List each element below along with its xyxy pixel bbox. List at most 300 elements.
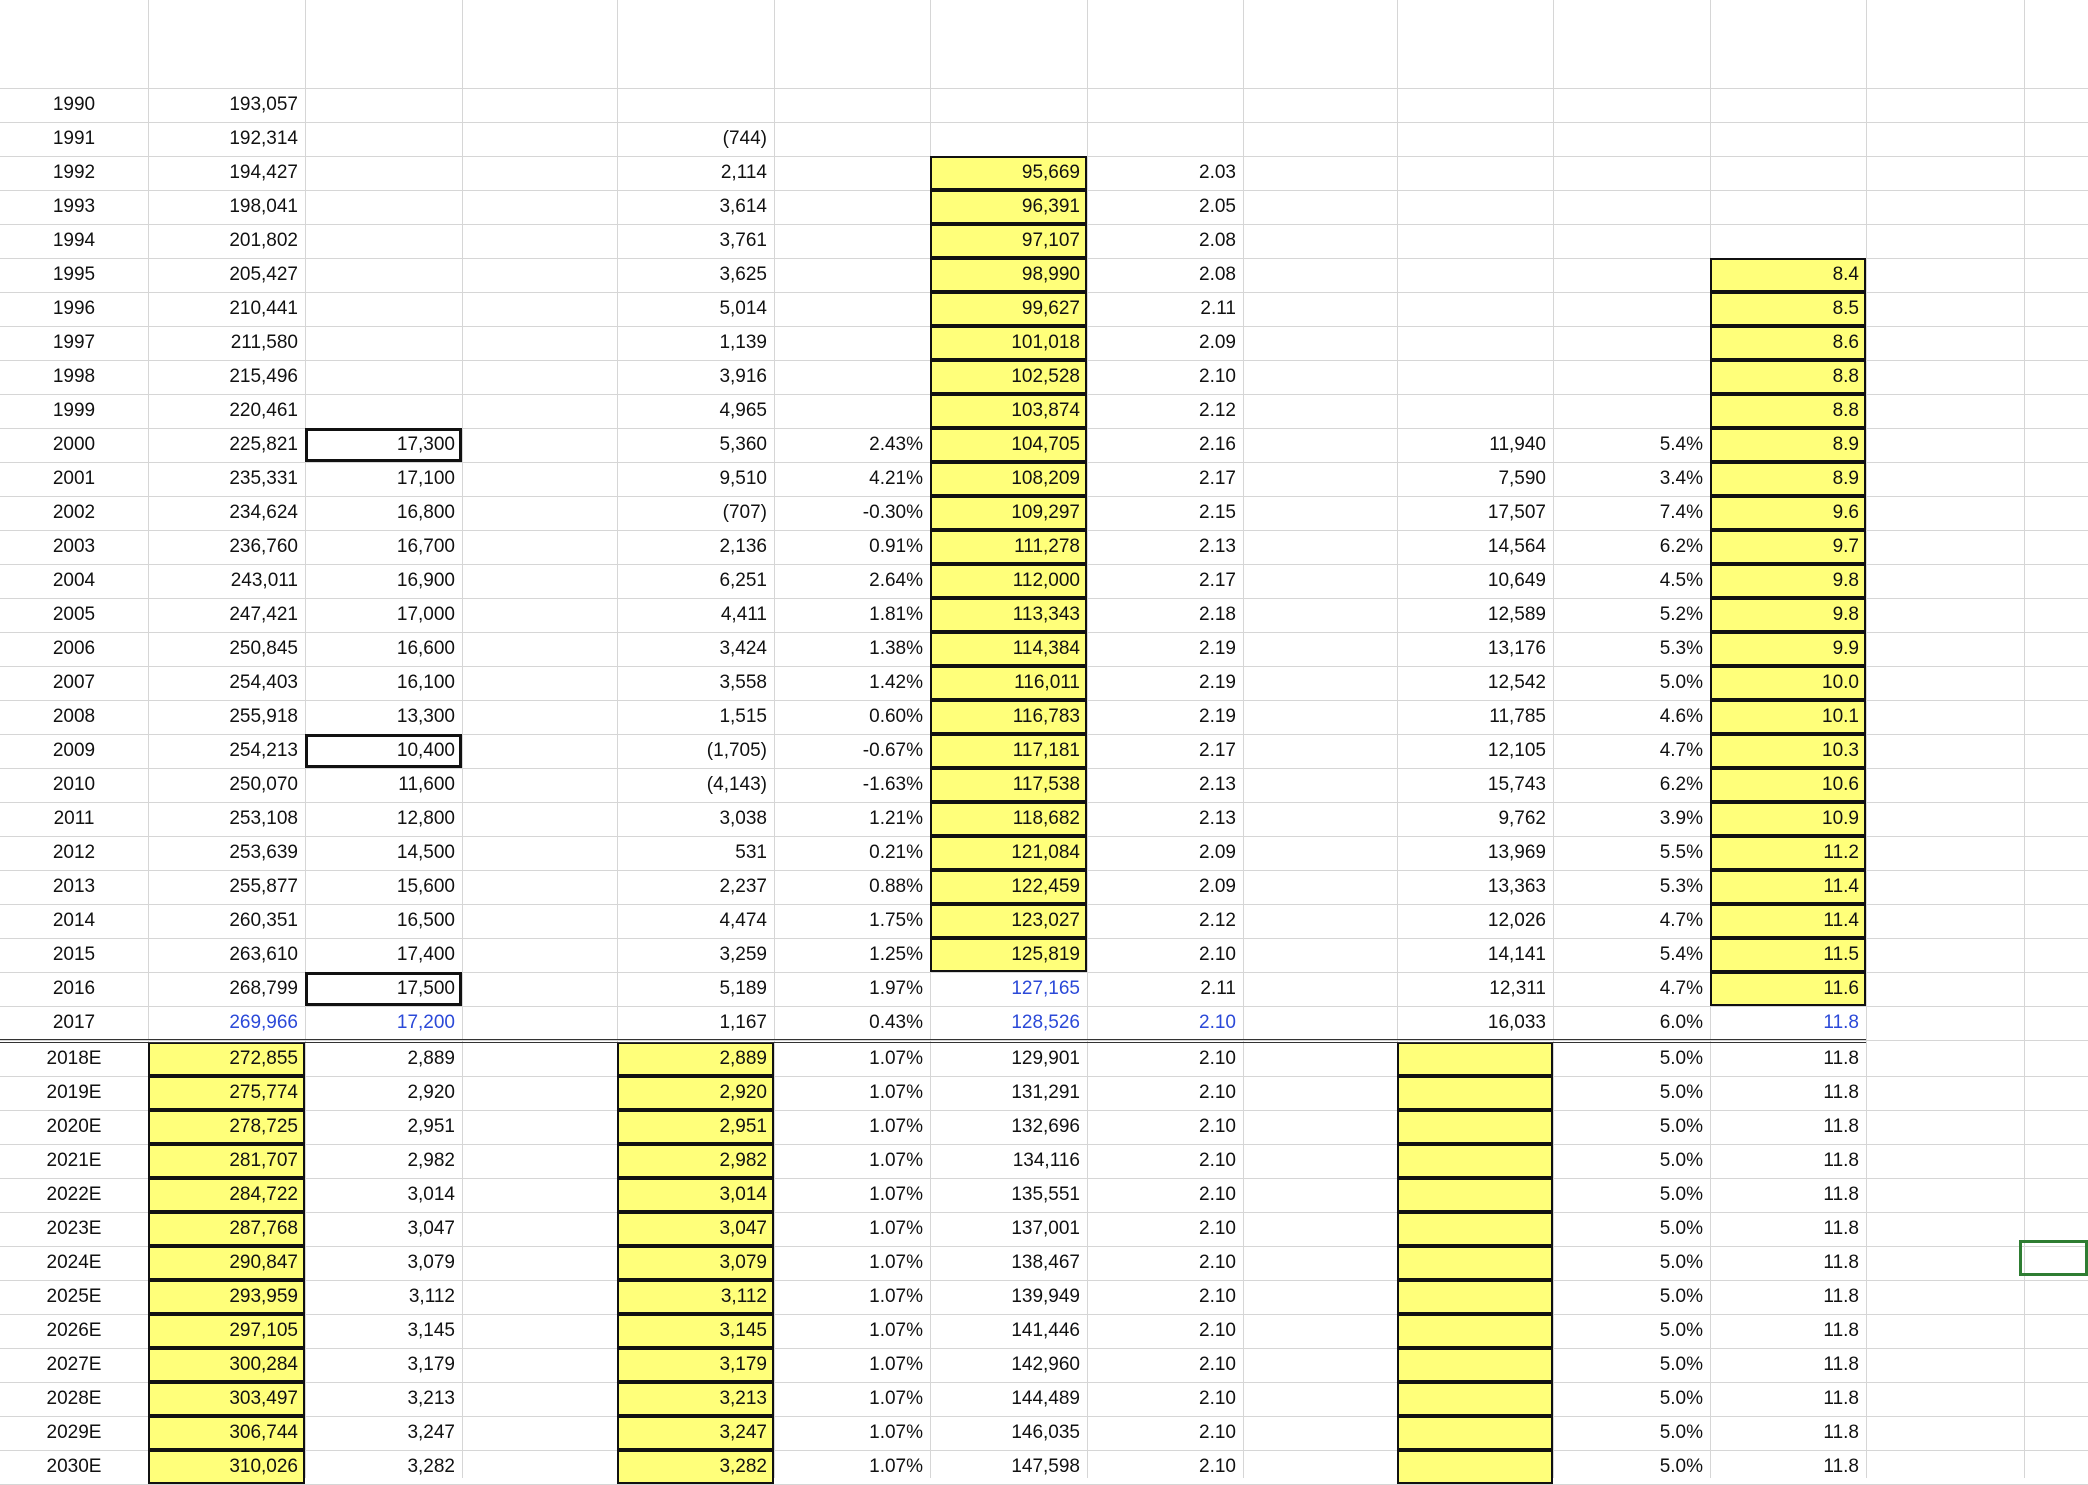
cell-avg-age[interactable]: 8.9: [1710, 462, 1866, 496]
cell-pct-change[interactable]: 0.88%: [869, 876, 923, 897]
cell-expansion-sales[interactable]: 5,360: [719, 434, 767, 455]
cell-autos-per-household[interactable]: 2.10: [1199, 1388, 1236, 1409]
cell-autos-per-household[interactable]: 2.10: [1199, 1082, 1236, 1103]
cell-registered[interactable]: 275,774: [148, 1076, 305, 1110]
cell-expansion-sales[interactable]: 3,247: [617, 1416, 774, 1450]
cell-replacement-sales[interactable]: 12,589: [1487, 604, 1546, 625]
cell-total-sales[interactable]: 15,600: [396, 876, 455, 897]
cell-avg-age[interactable]: 9.9: [1710, 632, 1866, 666]
cell-pct-replaced[interactable]: 5.0%: [1659, 1048, 1703, 1069]
cell-households[interactable]: 121,084: [930, 836, 1087, 870]
cell-replacement-sales[interactable]: [1397, 1246, 1553, 1280]
cell-registered[interactable]: 220,461: [229, 400, 298, 421]
cell-registered[interactable]: 255,877: [229, 876, 298, 897]
cell-year[interactable]: 2012: [52, 842, 96, 863]
cell-replacement-sales[interactable]: 15,743: [1487, 774, 1546, 795]
cell-expansion-sales[interactable]: 3,213: [617, 1382, 774, 1416]
cell-year[interactable]: 1998: [52, 366, 96, 387]
cell-pct-change[interactable]: 1.07%: [869, 1388, 923, 1409]
cell-avg-age[interactable]: 10.0: [1710, 666, 1866, 700]
cell-autos-per-household[interactable]: 2.11: [1200, 978, 1236, 999]
cell-households[interactable]: 127,165: [1011, 978, 1080, 999]
cell-pct-change[interactable]: 0.60%: [869, 706, 923, 727]
cell-autos-per-household[interactable]: 2.10: [1199, 1252, 1236, 1273]
cell-autos-per-household[interactable]: 2.19: [1199, 672, 1236, 693]
cell-pct-change[interactable]: 1.97%: [869, 978, 923, 999]
cell-households[interactable]: 139,949: [1011, 1286, 1080, 1307]
cell-registered[interactable]: 303,497: [148, 1382, 305, 1416]
cell-expansion-sales[interactable]: 2,889: [617, 1042, 774, 1076]
cell-expansion-sales[interactable]: 3,625: [719, 264, 767, 285]
cell-autos-per-household[interactable]: 2.17: [1199, 468, 1236, 489]
cell-households[interactable]: 129,901: [1011, 1048, 1080, 1069]
cell-households[interactable]: 142,960: [1011, 1354, 1080, 1375]
cell-expansion-sales[interactable]: 3,259: [719, 944, 767, 965]
cell-autos-per-household[interactable]: 2.10: [1199, 1218, 1236, 1239]
cell-registered[interactable]: 269,966: [229, 1012, 298, 1033]
cell-pct-replaced[interactable]: 5.2%: [1659, 604, 1703, 625]
cell-autos-per-household[interactable]: 2.17: [1199, 740, 1236, 761]
cell-autos-per-household[interactable]: 2.10: [1199, 1150, 1236, 1171]
cell-pct-replaced[interactable]: 5.0%: [1659, 1184, 1703, 1205]
cell-households[interactable]: 135,551: [1011, 1184, 1080, 1205]
cell-avg-age[interactable]: 11.5: [1710, 938, 1866, 972]
cell-households[interactable]: 144,489: [1011, 1388, 1080, 1409]
cell-year[interactable]: 1996: [52, 298, 96, 319]
cell-replacement-sales[interactable]: 12,542: [1487, 672, 1546, 693]
cell-households[interactable]: 104,705: [930, 428, 1087, 462]
cell-registered[interactable]: 243,011: [230, 570, 298, 591]
cell-pct-change[interactable]: 1.75%: [869, 910, 923, 931]
cell-autos-per-household[interactable]: 2.05: [1199, 196, 1236, 217]
cell-year[interactable]: 2014: [52, 910, 96, 931]
cell-pct-change[interactable]: 1.07%: [869, 1082, 923, 1103]
cell-autos-per-household[interactable]: 2.19: [1199, 638, 1236, 659]
cell-households[interactable]: 116,011: [930, 666, 1087, 700]
cell-households[interactable]: 118,682: [930, 802, 1087, 836]
cell-expansion-sales[interactable]: 6,251: [719, 570, 767, 591]
cell-registered[interactable]: 250,845: [229, 638, 298, 659]
cell-year[interactable]: 1997: [52, 332, 96, 353]
cell-autos-per-household[interactable]: 2.10: [1199, 1320, 1236, 1341]
cell-registered[interactable]: 287,768: [148, 1212, 305, 1246]
cell-autos-per-household[interactable]: 2.13: [1199, 774, 1236, 795]
cell-pct-replaced[interactable]: 5.5%: [1659, 842, 1703, 863]
cell-pct-change[interactable]: 1.25%: [869, 944, 923, 965]
cell-total-sales[interactable]: 3,079: [407, 1252, 455, 1273]
cell-expansion-sales[interactable]: 3,761: [719, 230, 767, 251]
cell-total-sales[interactable]: 16,900: [396, 570, 455, 591]
cell-expansion-sales[interactable]: 5,189: [719, 978, 767, 999]
cell-pct-replaced[interactable]: 4.6%: [1659, 706, 1703, 727]
cell-expansion-sales[interactable]: 2,920: [617, 1076, 774, 1110]
cell-expansion-sales[interactable]: 9,510: [719, 468, 767, 489]
cell-pct-replaced[interactable]: 3.9%: [1659, 808, 1703, 829]
cell-registered[interactable]: 306,744: [148, 1416, 305, 1450]
cell-year[interactable]: 1992: [52, 162, 96, 183]
cell-autos-per-household[interactable]: 2.19: [1199, 706, 1236, 727]
cell-year[interactable]: 2028E: [46, 1388, 102, 1409]
cell-autos-per-household[interactable]: 2.12: [1199, 400, 1236, 421]
cell-replacement-sales[interactable]: [1397, 1042, 1553, 1076]
cell-expansion-sales[interactable]: 2,982: [617, 1144, 774, 1178]
cell-avg-age[interactable]: 9.8: [1710, 598, 1866, 632]
cell-avg-age[interactable]: 11.4: [1710, 904, 1866, 938]
cell-year[interactable]: 2020E: [46, 1116, 102, 1137]
cell-replacement-sales[interactable]: 12,311: [1489, 978, 1546, 999]
cell-registered[interactable]: 201,802: [229, 230, 298, 251]
cell-households[interactable]: 134,116: [1012, 1150, 1080, 1171]
cell-year[interactable]: 2003: [52, 536, 96, 557]
cell-year[interactable]: 2006: [52, 638, 96, 659]
cell-replacement-sales[interactable]: 13,969: [1487, 842, 1546, 863]
cell-replacement-sales[interactable]: [1397, 1382, 1553, 1416]
cell-avg-age[interactable]: 9.6: [1710, 496, 1866, 530]
cell-avg-age[interactable]: 11.8: [1823, 1286, 1859, 1307]
cell-replacement-sales[interactable]: 7,590: [1498, 468, 1546, 489]
cell-registered[interactable]: 278,725: [148, 1110, 305, 1144]
cell-registered[interactable]: 215,496: [229, 366, 298, 387]
cell-avg-age[interactable]: 11.8: [1823, 1388, 1859, 1409]
cell-pct-replaced[interactable]: 5.0%: [1659, 1320, 1703, 1341]
cell-pct-change[interactable]: 1.07%: [869, 1286, 923, 1307]
cell-replacement-sales[interactable]: [1397, 1314, 1553, 1348]
cell-year[interactable]: 2030E: [46, 1456, 102, 1477]
cell-year[interactable]: 2009: [52, 740, 96, 761]
cell-replacement-sales[interactable]: 12,026: [1487, 910, 1546, 931]
cell-total-sales[interactable]: 2,889: [407, 1048, 455, 1069]
cell-pct-replaced[interactable]: 5.0%: [1659, 1150, 1703, 1171]
cell-year[interactable]: 1994: [52, 230, 96, 251]
cell-pct-change[interactable]: 0.43%: [869, 1012, 923, 1033]
cell-total-sales[interactable]: 17,100: [396, 468, 455, 489]
cell-year[interactable]: 1990: [52, 94, 96, 115]
cell-avg-age[interactable]: 11.8: [1823, 1082, 1859, 1103]
cell-pct-replaced[interactable]: 5.3%: [1659, 876, 1703, 897]
cell-pct-change[interactable]: 1.07%: [869, 1184, 923, 1205]
cell-pct-replaced[interactable]: 4.7%: [1659, 740, 1703, 761]
cell-households[interactable]: 146,035: [1011, 1422, 1080, 1443]
cell-pct-replaced[interactable]: 5.0%: [1659, 1286, 1703, 1307]
cell-registered[interactable]: 310,026: [148, 1450, 305, 1484]
cell-year[interactable]: 1999: [52, 400, 96, 421]
cell-autos-per-household[interactable]: 2.08: [1199, 264, 1236, 285]
cell-replacement-sales[interactable]: 17,507: [1487, 502, 1546, 523]
cell-total-sales[interactable]: 17,200: [396, 1012, 455, 1033]
cell-pct-replaced[interactable]: 5.0%: [1659, 1218, 1703, 1239]
cell-year[interactable]: 1993: [52, 196, 96, 217]
cell-households[interactable]: 101,018: [930, 326, 1087, 360]
cell-registered[interactable]: 254,213: [229, 740, 298, 761]
cell-registered[interactable]: 293,959: [148, 1280, 305, 1314]
cell-registered[interactable]: 205,427: [229, 264, 298, 285]
cell-total-sales[interactable]: 17,400: [396, 944, 455, 965]
cell-year[interactable]: 2029E: [46, 1422, 102, 1443]
cell-autos-per-household[interactable]: 2.18: [1199, 604, 1236, 625]
cell-year[interactable]: 2017: [52, 1012, 96, 1033]
cell-households[interactable]: 96,391: [930, 190, 1087, 224]
cell-year[interactable]: 1991: [52, 128, 96, 149]
cell-households[interactable]: 128,526: [1011, 1012, 1080, 1033]
cell-replacement-sales[interactable]: [1397, 1144, 1553, 1178]
cell-pct-change[interactable]: 1.07%: [869, 1116, 923, 1137]
cell-year[interactable]: 2021E: [46, 1150, 102, 1171]
cell-year[interactable]: 2016: [52, 978, 96, 999]
cell-autos-per-household[interactable]: 2.13: [1199, 808, 1236, 829]
cell-households[interactable]: 95,669: [930, 156, 1087, 190]
cell-pct-change[interactable]: 1.07%: [869, 1422, 923, 1443]
cell-total-sales[interactable]: 2,920: [407, 1082, 455, 1103]
cell-replacement-sales[interactable]: 14,564: [1487, 536, 1546, 557]
cell-expansion-sales[interactable]: 3,079: [617, 1246, 774, 1280]
cell-autos-per-household[interactable]: 2.10: [1199, 1422, 1236, 1443]
cell-autos-per-household[interactable]: 2.10: [1199, 1184, 1236, 1205]
cell-registered[interactable]: 268,799: [229, 978, 298, 999]
cell-pct-replaced[interactable]: 3.4%: [1659, 468, 1703, 489]
cell-autos-per-household[interactable]: 2.10: [1199, 1456, 1236, 1477]
cell-avg-age[interactable]: 8.6: [1710, 326, 1866, 360]
cell-expansion-sales[interactable]: 1,515: [719, 706, 767, 727]
cell-year[interactable]: 2025E: [46, 1286, 102, 1307]
cell-avg-age[interactable]: 10.9: [1710, 802, 1866, 836]
cell-expansion-sales[interactable]: 3,179: [617, 1348, 774, 1382]
cell-registered[interactable]: 247,421: [229, 604, 298, 625]
cell-replacement-sales[interactable]: [1397, 1280, 1553, 1314]
cell-households[interactable]: 98,990: [930, 258, 1087, 292]
cell-registered[interactable]: 210,441: [229, 298, 298, 319]
cell-pct-change[interactable]: -0.30%: [862, 502, 923, 523]
cell-avg-age[interactable]: 11.8: [1823, 1456, 1859, 1477]
cell-pct-replaced[interactable]: 4.7%: [1659, 978, 1703, 999]
cell-pct-change[interactable]: 1.07%: [869, 1218, 923, 1239]
cell-autos-per-household[interactable]: 2.10: [1199, 366, 1236, 387]
cell-expansion-sales[interactable]: 3,047: [617, 1212, 774, 1246]
cell-avg-age[interactable]: 11.8: [1823, 1048, 1859, 1069]
cell-pct-replaced[interactable]: 5.0%: [1659, 1252, 1703, 1273]
cell-total-sales[interactable]: 12,800: [396, 808, 455, 829]
cell-autos-per-household[interactable]: 2.03: [1199, 162, 1236, 183]
cell-replacement-sales[interactable]: 13,176: [1487, 638, 1546, 659]
cell-expansion-sales[interactable]: 4,474: [719, 910, 767, 931]
cell-autos-per-household[interactable]: 2.09: [1199, 876, 1236, 897]
cell-total-sales[interactable]: 16,700: [396, 536, 455, 557]
cell-expansion-sales[interactable]: (744): [722, 128, 767, 149]
cell-replacement-sales[interactable]: 11,940: [1489, 434, 1546, 455]
cell-households[interactable]: 132,696: [1011, 1116, 1080, 1137]
cell-households[interactable]: 108,209: [930, 462, 1087, 496]
cell-registered[interactable]: 260,351: [229, 910, 298, 931]
cell-year[interactable]: 2024E: [46, 1252, 102, 1273]
cell-pct-replaced[interactable]: 6.2%: [1659, 536, 1703, 557]
cell-total-sales[interactable]: 16,100: [396, 672, 455, 693]
cell-households[interactable]: 117,538: [930, 768, 1087, 802]
cell-expansion-sales[interactable]: 3,424: [719, 638, 767, 659]
cell-replacement-sales[interactable]: 13,363: [1487, 876, 1546, 897]
cell-total-sales[interactable]: 2,982: [407, 1150, 455, 1171]
cell-total-sales[interactable]: 3,282: [407, 1456, 455, 1477]
cell-avg-age[interactable]: 11.8: [1823, 1218, 1859, 1239]
cell-registered[interactable]: 253,108: [229, 808, 298, 829]
cell-households[interactable]: 114,384: [930, 632, 1087, 666]
cell-registered[interactable]: 272,855: [148, 1042, 305, 1076]
cell-households[interactable]: 111,278: [930, 530, 1087, 564]
cell-replacement-sales[interactable]: [1397, 1178, 1553, 1212]
cell-total-sales[interactable]: 17,300: [305, 428, 462, 462]
cell-households[interactable]: 103,874: [930, 394, 1087, 428]
cell-total-sales[interactable]: 2,951: [407, 1116, 455, 1137]
cell-avg-age[interactable]: 11.2: [1710, 836, 1866, 870]
cell-pct-change[interactable]: 1.07%: [869, 1150, 923, 1171]
cell-pct-change[interactable]: 1.21%: [869, 808, 923, 829]
cell-expansion-sales[interactable]: 2,951: [617, 1110, 774, 1144]
cell-pct-change[interactable]: 1.07%: [869, 1048, 923, 1069]
cell-expansion-sales[interactable]: 2,237: [719, 876, 767, 897]
cell-pct-replaced[interactable]: 7.4%: [1659, 502, 1703, 523]
cell-households[interactable]: 109,297: [930, 496, 1087, 530]
cell-households[interactable]: 112,000: [930, 564, 1087, 598]
cell-pct-replaced[interactable]: 5.3%: [1659, 638, 1703, 659]
cell-pct-change[interactable]: 1.42%: [869, 672, 923, 693]
cell-avg-age[interactable]: 8.9: [1710, 428, 1866, 462]
cell-total-sales[interactable]: 11,600: [398, 774, 455, 795]
cell-avg-age[interactable]: 11.6: [1710, 972, 1866, 1006]
cell-replacement-sales[interactable]: 10,649: [1487, 570, 1546, 591]
cell-pct-change[interactable]: 2.64%: [869, 570, 923, 591]
cell-pct-replaced[interactable]: 5.0%: [1659, 1422, 1703, 1443]
cell-autos-per-household[interactable]: 2.10: [1199, 1116, 1236, 1137]
cell-replacement-sales[interactable]: 12,105: [1487, 740, 1546, 761]
cell-expansion-sales[interactable]: 3,614: [719, 196, 767, 217]
cell-households[interactable]: 137,001: [1011, 1218, 1080, 1239]
cell-total-sales[interactable]: 10,400: [305, 734, 462, 768]
cell-expansion-sales[interactable]: 3,145: [617, 1314, 774, 1348]
cell-expansion-sales[interactable]: (1,705): [706, 740, 767, 761]
cell-registered[interactable]: 290,847: [148, 1246, 305, 1280]
cell-pct-replaced[interactable]: 5.0%: [1659, 1354, 1703, 1375]
cell-total-sales[interactable]: 3,179: [407, 1354, 455, 1375]
cell-autos-per-household[interactable]: 2.11: [1200, 298, 1236, 319]
cell-autos-per-household[interactable]: 2.13: [1199, 536, 1236, 557]
cell-avg-age[interactable]: 11.8: [1823, 1354, 1859, 1375]
cell-expansion-sales[interactable]: 3,014: [617, 1178, 774, 1212]
cell-year[interactable]: 2013: [52, 876, 96, 897]
cell-avg-age[interactable]: 11.8: [1823, 1150, 1859, 1171]
cell-households[interactable]: 147,598: [1011, 1456, 1080, 1477]
cell-pct-change[interactable]: -0.67%: [862, 740, 923, 761]
cell-expansion-sales[interactable]: 3,282: [617, 1450, 774, 1484]
cell-pct-replaced[interactable]: 5.0%: [1659, 1082, 1703, 1103]
cell-replacement-sales[interactable]: [1397, 1076, 1553, 1110]
cell-pct-change[interactable]: 1.07%: [869, 1456, 923, 1477]
cell-avg-age[interactable]: 9.8: [1710, 564, 1866, 598]
cell-avg-age[interactable]: 10.3: [1710, 734, 1866, 768]
cell-registered[interactable]: 192,314: [229, 128, 298, 149]
cell-year[interactable]: 2027E: [46, 1354, 102, 1375]
cell-households[interactable]: 123,027: [930, 904, 1087, 938]
cell-avg-age[interactable]: 10.6: [1710, 768, 1866, 802]
cell-year[interactable]: 2005: [52, 604, 96, 625]
cell-year[interactable]: 1995: [52, 264, 96, 285]
cell-autos-per-household[interactable]: 2.12: [1199, 910, 1236, 931]
cell-total-sales[interactable]: 3,145: [407, 1320, 455, 1341]
cell-expansion-sales[interactable]: 4,411: [720, 604, 767, 625]
cell-avg-age[interactable]: 11.8: [1823, 1184, 1859, 1205]
cell-avg-age[interactable]: 8.4: [1710, 258, 1866, 292]
cell-pct-change[interactable]: -1.63%: [862, 774, 923, 795]
cell-year[interactable]: 2026E: [46, 1320, 102, 1341]
cell-expansion-sales[interactable]: 2,136: [719, 536, 767, 557]
cell-avg-age[interactable]: 10.1: [1710, 700, 1866, 734]
cell-pct-change[interactable]: 4.21%: [869, 468, 923, 489]
cell-total-sales[interactable]: 3,047: [407, 1218, 455, 1239]
cell-total-sales[interactable]: 13,300: [396, 706, 455, 727]
cell-total-sales[interactable]: 14,500: [396, 842, 455, 863]
cell-registered[interactable]: 263,610: [229, 944, 298, 965]
cell-expansion-sales[interactable]: (4,143): [706, 774, 767, 795]
cell-households[interactable]: 131,291: [1011, 1082, 1080, 1103]
cell-year[interactable]: 2010: [52, 774, 96, 795]
cell-pct-replaced[interactable]: 4.7%: [1659, 910, 1703, 931]
cell-expansion-sales[interactable]: 3,558: [719, 672, 767, 693]
cell-replacement-sales[interactable]: [1397, 1348, 1553, 1382]
cell-households[interactable]: 102,528: [930, 360, 1087, 394]
cell-pct-change[interactable]: 1.07%: [869, 1320, 923, 1341]
cell-expansion-sales[interactable]: 4,965: [719, 400, 767, 421]
cell-households[interactable]: 122,459: [930, 870, 1087, 904]
cell-pct-replaced[interactable]: 5.4%: [1659, 434, 1703, 455]
cell-autos-per-household[interactable]: 2.10: [1199, 1012, 1236, 1033]
cell-registered[interactable]: 194,427: [229, 162, 298, 183]
cell-year[interactable]: 2019E: [46, 1082, 102, 1103]
cell-pct-change[interactable]: 2.43%: [869, 434, 923, 455]
cell-total-sales[interactable]: 3,112: [408, 1286, 455, 1307]
cell-avg-age[interactable]: 8.8: [1710, 360, 1866, 394]
cell-pct-replaced[interactable]: 5.0%: [1659, 672, 1703, 693]
cell-registered[interactable]: 211,580: [230, 332, 298, 353]
cell-replacement-sales[interactable]: 11,785: [1489, 706, 1546, 727]
cell-registered[interactable]: 297,105: [148, 1314, 305, 1348]
cell-replacement-sales[interactable]: [1397, 1416, 1553, 1450]
cell-total-sales[interactable]: 17,000: [396, 604, 455, 625]
cell-autos-per-household[interactable]: 2.08: [1199, 230, 1236, 251]
cell-expansion-sales[interactable]: 1,139: [719, 332, 767, 353]
cell-registered[interactable]: 284,722: [148, 1178, 305, 1212]
cell-avg-age[interactable]: 9.7: [1710, 530, 1866, 564]
cell-households[interactable]: 141,446: [1011, 1320, 1080, 1341]
cell-pct-change[interactable]: 0.21%: [869, 842, 923, 863]
cell-total-sales[interactable]: 3,213: [407, 1388, 455, 1409]
cell-autos-per-household[interactable]: 2.10: [1199, 1286, 1236, 1307]
cell-avg-age[interactable]: 8.8: [1710, 394, 1866, 428]
cell-avg-age[interactable]: 11.8: [1823, 1116, 1859, 1137]
cell-year[interactable]: 2001: [52, 468, 96, 489]
cell-households[interactable]: 117,181: [930, 734, 1087, 768]
cell-pct-change[interactable]: 1.07%: [869, 1354, 923, 1375]
cell-autos-per-household[interactable]: 2.16: [1199, 434, 1236, 455]
cell-expansion-sales[interactable]: 3,112: [617, 1280, 774, 1314]
active-cell-selection[interactable]: [2019, 1240, 2088, 1276]
cell-expansion-sales[interactable]: 2,114: [720, 162, 767, 183]
cell-autos-per-household[interactable]: 2.10: [1199, 1354, 1236, 1375]
cell-total-sales[interactable]: 16,600: [396, 638, 455, 659]
cell-year[interactable]: 2002: [52, 502, 96, 523]
cell-registered[interactable]: 300,284: [148, 1348, 305, 1382]
cell-autos-per-household[interactable]: 2.09: [1199, 332, 1236, 353]
cell-replacement-sales[interactable]: [1397, 1212, 1553, 1246]
cell-replacement-sales[interactable]: 9,762: [1498, 808, 1546, 829]
cell-households[interactable]: 113,343: [930, 598, 1087, 632]
cell-expansion-sales[interactable]: 3,038: [719, 808, 767, 829]
